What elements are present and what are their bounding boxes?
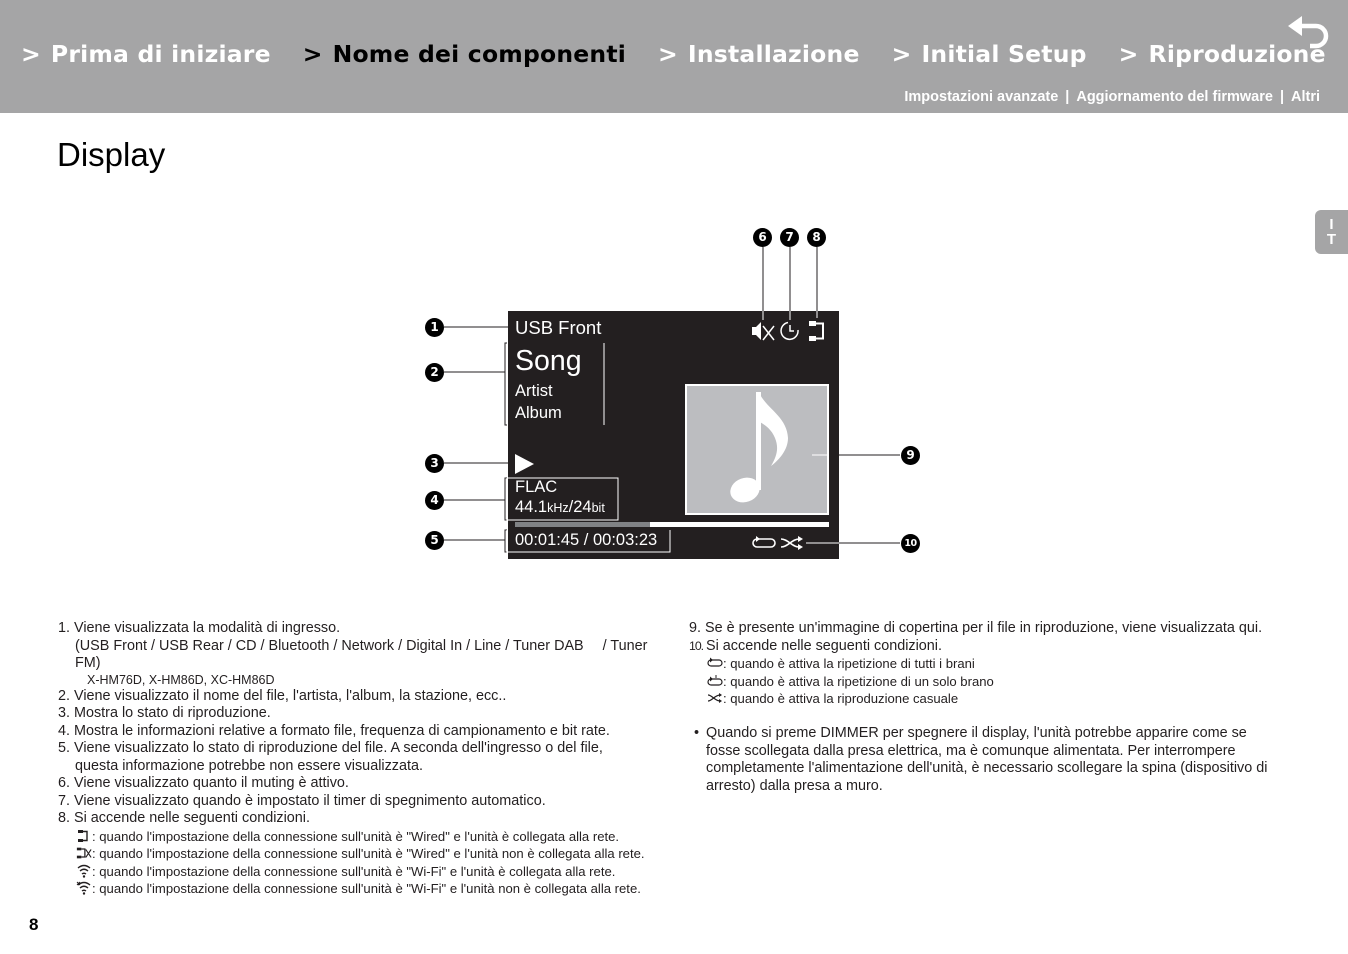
file-format: FLAC bbox=[515, 478, 558, 496]
sleep-timer-icon bbox=[779, 320, 801, 342]
subnav-separator: | bbox=[1279, 89, 1284, 105]
display-screen bbox=[508, 311, 839, 559]
sub-nav bbox=[904, 89, 1320, 105]
callout-6: 6 bbox=[753, 228, 772, 247]
song-title: Song bbox=[515, 345, 582, 377]
item-1: 1. Viene visualizzata la modalità di ingresso. bbox=[58, 620, 341, 636]
network-wired-disconnected-icon bbox=[76, 846, 92, 860]
callout-10: 10 bbox=[901, 534, 920, 553]
page-title: Display bbox=[57, 136, 166, 173]
subnav-impostazioni-avanzate[interactable]: Impostazioni avanzate bbox=[904, 89, 1059, 105]
item-1-detail-end: FM) bbox=[75, 655, 101, 671]
callout-8: 8 bbox=[807, 228, 826, 247]
item-8-cond-1: : quando l'impostazione della connessione sull'unità è "Wired" e l'unità è collegata alla rete. bbox=[58, 828, 647, 846]
item-6: 6. Viene visualizzato quanto il muting è attivo. bbox=[58, 775, 349, 791]
play-icon bbox=[514, 453, 536, 475]
item-5-cont: questa informazione potrebbe non essere visualizzata. bbox=[75, 757, 423, 774]
callout-5: 5 bbox=[425, 531, 444, 550]
item-4: 4. Mostra le informazioni relative a formato file, frequenza di campionamento e bit rate. bbox=[58, 722, 610, 739]
item-10-cond-1: : quando è attiva la ripetizione di tutti i brani bbox=[689, 655, 1267, 673]
item-8: 8. Si accende nelle seguenti condizioni. bbox=[58, 810, 311, 826]
nav-prima-di-iniziare[interactable]: > Prima di iniziare bbox=[21, 40, 271, 68]
callout-2: 2 bbox=[425, 363, 444, 382]
item-10: 10. Si accende nelle seguenti condizioni. bbox=[689, 637, 943, 654]
language-tab[interactable] bbox=[1315, 210, 1348, 254]
repeat-icon bbox=[752, 536, 776, 550]
note-line: arresto) dalla presa a muro. bbox=[706, 777, 883, 794]
album-name: Album bbox=[515, 404, 562, 422]
network-wired-icon bbox=[808, 320, 828, 342]
callout-1: 1 bbox=[425, 318, 444, 337]
nav-riproduzione[interactable]: > Riproduzione bbox=[1118, 40, 1326, 68]
note-line: Quando si preme DIMMER per spegnere il display, l'unità potrebbe apparire come se bbox=[706, 725, 1247, 741]
back-arrow-icon[interactable] bbox=[1286, 14, 1330, 50]
description-left bbox=[58, 620, 647, 898]
subnav-aggiornamento-firmware[interactable]: Aggiornamento del firmware bbox=[1076, 89, 1273, 105]
item-7: 7. Viene visualizzato quando è impostato il timer di spegnimento automatico. bbox=[58, 792, 546, 809]
network-wired-icon bbox=[76, 829, 92, 843]
sample-rate: 44.1kHz/24bit bbox=[515, 498, 605, 516]
header-bar bbox=[0, 0, 1348, 113]
language-tab-letter: T bbox=[1326, 231, 1337, 248]
item-2: 2. Viene visualizzato il nome del file, l'artista, l'album, la stazione, ecc.. bbox=[58, 687, 507, 704]
subnav-separator: | bbox=[1065, 89, 1070, 105]
page-number: 8 bbox=[29, 915, 39, 934]
shuffle-icon bbox=[707, 692, 723, 704]
shuffle-icon bbox=[780, 536, 804, 550]
item-10-cond-2: : quando è attiva la ripetizione di un solo brano bbox=[689, 673, 1267, 691]
description-right bbox=[689, 620, 1267, 795]
item-5: 5. Viene visualizzato lo stato di riproduzione del file. A seconda dell'ingresso o del file, bbox=[58, 740, 603, 756]
item-9: 9. Se è presente un'immagine di copertina per il file in riproduzione, viene visualizzata qui. bbox=[689, 620, 1263, 636]
wifi-disconnected-icon bbox=[76, 881, 92, 895]
album-art bbox=[685, 384, 829, 515]
callout-3: 3 bbox=[425, 454, 444, 473]
note-line: fosse scollegata dalla presa elettrica, ma è comunque alimentata. Per interrompere bbox=[706, 742, 1236, 759]
repeat-all-icon bbox=[707, 657, 723, 669]
chapter-nav bbox=[21, 40, 1348, 68]
item-10-cond-3: : quando è attiva la riproduzione casuale bbox=[689, 690, 1267, 708]
item-8-cond-2: : quando l'impostazione della connessione sull'unità è "Wired" e l'unità non è collegata alla rete. bbox=[58, 845, 647, 863]
mute-icon bbox=[750, 320, 778, 342]
note-line: completamente l'alimentazione dell'unità, è necessario scollegare la spina (dispositivo di bbox=[706, 760, 1268, 776]
album-art-icon bbox=[727, 386, 793, 514]
nav-nome-dei-componenti[interactable]: > Nome dei componenti bbox=[302, 40, 627, 68]
item-3: 3. Mostra lo stato di riproduzione. bbox=[58, 705, 271, 721]
playback-time: 00:01:45 / 00:03:23 bbox=[515, 531, 658, 549]
progress-bar-fill bbox=[515, 522, 650, 527]
item-8-cond-3: : quando l'impostazione della connessione sull'unità è "Wi-Fi" e l'unità è collegata alla rete. bbox=[58, 863, 647, 881]
nav-initial-setup[interactable]: > Initial Setup bbox=[891, 40, 1087, 68]
item-8-cond-4: : quando l'impostazione della connessione sull'unità è "Wi-Fi" e l'unità non è collegata alla rete. bbox=[58, 880, 647, 898]
input-source: USB Front bbox=[515, 317, 602, 338]
progress-bar bbox=[515, 522, 829, 527]
item-1-models: X-HM76D, X-HM86D, XC-HM86D bbox=[87, 672, 275, 687]
subnav-altri[interactable]: Altri bbox=[1291, 89, 1320, 105]
artist-name: Artist bbox=[515, 382, 553, 400]
wifi-icon bbox=[76, 864, 92, 878]
repeat-one-icon bbox=[707, 675, 723, 687]
nav-installazione[interactable]: > Installazione bbox=[658, 40, 860, 68]
item-1-detail: (USB Front / USB Rear / CD / Bluetooth / Network / Digital In / Line / Tuner DAB / Tuner bbox=[75, 637, 648, 654]
language-tab-letter: I bbox=[1329, 216, 1334, 233]
dimmer-note: • Quando si preme DIMMER per spegnere il display, l'unità potrebbe apparire come se fosse scollegata dalla presa elettrica, ma è comunque alimentata. Per interrompere completamente l'alimentazione dell'unità, è necessario scollegare la spina (dispositivo di arresto) dalla presa a muro. bbox=[694, 725, 1268, 794]
callout-4: 4 bbox=[425, 491, 444, 510]
callout-9: 9 bbox=[901, 446, 920, 465]
callout-7: 7 bbox=[780, 228, 799, 247]
